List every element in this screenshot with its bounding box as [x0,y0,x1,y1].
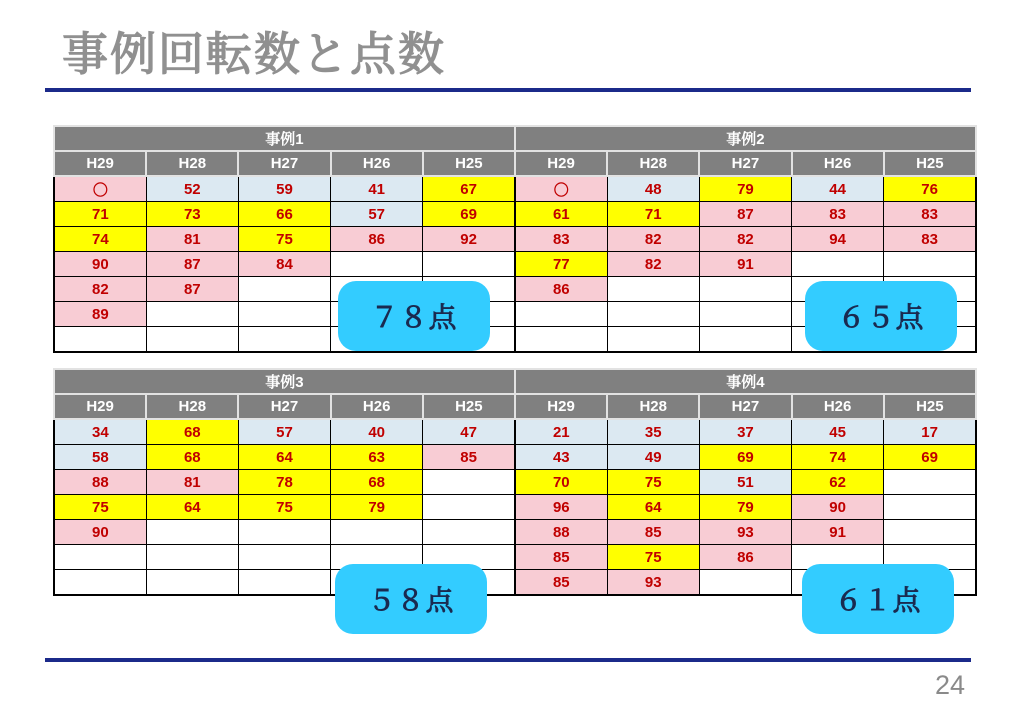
table-cell: 〇 [515,176,607,202]
table-cell: 43 [515,445,607,470]
table-cell [699,277,791,302]
table-cell: 91 [699,252,791,277]
table-cell: 57 [238,419,330,445]
table-cell: 83 [884,227,976,252]
year-column-header: H28 [607,151,699,176]
table-cell [238,545,330,570]
table-cell: 91 [792,520,884,545]
case-title: 事例4 [515,369,976,394]
table-cell: 87 [146,252,238,277]
table-cell: 21 [515,419,607,445]
table-cell: 87 [146,277,238,302]
table-cell: 71 [607,202,699,227]
table-cell [146,327,238,353]
year-column-header: H25 [884,151,976,176]
year-column-header: H26 [331,394,423,419]
table-cell: 83 [792,202,884,227]
table-cell [884,470,976,495]
year-column-header: H28 [146,151,238,176]
table-cell: 66 [238,202,330,227]
table-cell: 82 [607,252,699,277]
table-cell: 78 [238,470,330,495]
table-cell [146,302,238,327]
table-cell: 76 [884,176,976,202]
table-cell: 52 [146,176,238,202]
score-label: ６１点 [834,585,922,616]
table-cell: 〇 [54,176,146,202]
table-cell [423,252,515,277]
table-cell: 64 [238,445,330,470]
table-cell: 47 [423,419,515,445]
case-title: 事例3 [54,369,515,394]
table-cell: 79 [331,495,423,520]
table-cell: 82 [699,227,791,252]
table-cell: 74 [54,227,146,252]
table-cell [515,302,607,327]
table-cell [54,570,146,596]
table-cell: 83 [884,202,976,227]
table-cell [146,545,238,570]
table-cell: 88 [54,470,146,495]
year-column-header: H27 [699,151,791,176]
year-column-header: H28 [607,394,699,419]
table-cell: 17 [884,419,976,445]
table-cell: 82 [607,227,699,252]
table-cell: 82 [54,277,146,302]
table-cell: 41 [331,176,423,202]
table-cell: 79 [699,495,791,520]
table-cell: 67 [423,176,515,202]
table-cell [238,277,330,302]
year-column-header: H27 [699,394,791,419]
table-cell: 85 [607,520,699,545]
table-cell: 62 [792,470,884,495]
table-cell [423,495,515,520]
table-cell: 89 [54,302,146,327]
table-cell: 93 [699,520,791,545]
table-cell: 68 [331,470,423,495]
table-cell: 44 [792,176,884,202]
table-cell: 71 [54,202,146,227]
score-label: ６５点 [837,302,925,333]
table-cell [331,252,423,277]
score-label: ５８点 [367,585,455,616]
table-cell: 59 [238,176,330,202]
page-title: 事例回転数と点数 [62,28,446,80]
table-cell [331,520,423,545]
table-cell: 79 [699,176,791,202]
table-row [54,470,976,495]
year-column-header: H29 [54,151,146,176]
year-column-header: H25 [884,394,976,419]
table-cell: 69 [699,445,791,470]
table-cell [423,520,515,545]
table-cell [792,252,884,277]
year-column-header: H26 [792,151,884,176]
table-cell [607,277,699,302]
table-row [54,176,976,202]
table-cell [699,302,791,327]
table-cell: 77 [515,252,607,277]
table-cell: 81 [146,227,238,252]
score-callout-case1 [338,281,490,351]
table-cell: 92 [423,227,515,252]
year-column-header: H29 [515,151,607,176]
table-cell: 75 [238,227,330,252]
table-cell [884,252,976,277]
table-row [54,445,976,470]
table-cell: 85 [423,445,515,470]
table-cell: 86 [331,227,423,252]
table-cell [238,327,330,353]
table-cell: 45 [792,419,884,445]
table-cell: 58 [54,445,146,470]
table-cell: 64 [607,495,699,520]
table-cell: 96 [515,495,607,520]
table-cell [884,495,976,520]
year-column-header: H26 [331,151,423,176]
table-cell: 75 [607,545,699,570]
table-row [54,495,976,520]
table-cell: 81 [146,470,238,495]
table-cell [238,520,330,545]
table-cell [146,570,238,596]
table-cell: 49 [607,445,699,470]
table-cell: 68 [146,445,238,470]
table-row [54,227,976,252]
year-column-header: H27 [238,151,330,176]
table-cell [146,520,238,545]
bottom-table [53,368,977,596]
score-label: ７８点 [370,302,458,333]
table-cell: 86 [515,277,607,302]
page-number: 24 [934,670,965,700]
table-cell: 83 [515,227,607,252]
table-cell [699,570,791,596]
table-cell: 90 [792,495,884,520]
table-cell: 57 [331,202,423,227]
table-cell [423,470,515,495]
table-cell [54,327,146,353]
table-row [54,202,976,227]
table-cell: 88 [515,520,607,545]
table-cell: 93 [607,570,699,596]
table-cell: 37 [699,419,791,445]
table-cell: 34 [54,419,146,445]
table-cell [515,327,607,353]
table-cell: 94 [792,227,884,252]
table-cell: 35 [607,419,699,445]
table-cell: 73 [146,202,238,227]
table-cell: 68 [146,419,238,445]
year-column-header: H26 [792,394,884,419]
table-cell: 86 [699,545,791,570]
table-cell: 70 [515,470,607,495]
year-column-header: H27 [238,394,330,419]
table-cell: 75 [238,495,330,520]
case-title: 事例2 [515,126,976,151]
table-cell: 51 [699,470,791,495]
table-cell: 69 [884,445,976,470]
score-callout-case4 [802,564,954,634]
table-cell: 48 [607,176,699,202]
table-cell [884,520,976,545]
year-column-header: H29 [515,394,607,419]
table-cell: 75 [54,495,146,520]
table-cell: 85 [515,545,607,570]
table-cell: 63 [331,445,423,470]
table-cell: 40 [331,419,423,445]
table-cell: 75 [607,470,699,495]
table-cell: 69 [423,202,515,227]
table-cell: 90 [54,520,146,545]
table-cell: 84 [238,252,330,277]
table-cell: 90 [54,252,146,277]
table-cell [699,327,791,353]
table-row [54,252,976,277]
table-cell: 85 [515,570,607,596]
table-cell: 87 [699,202,791,227]
table-cell [54,545,146,570]
year-column-header: H28 [146,394,238,419]
table-cell: 74 [792,445,884,470]
case-title: 事例1 [54,126,515,151]
score-callout-case2 [805,281,957,351]
table-row [54,419,976,445]
year-column-header: H25 [423,151,515,176]
table-cell [607,302,699,327]
table-cell: 64 [146,495,238,520]
cases-table-bottom [53,368,977,596]
table-cell [238,302,330,327]
footer-divider [45,658,971,662]
table-cell: 61 [515,202,607,227]
year-column-header: H25 [423,394,515,419]
table-row [54,520,976,545]
year-column-header: H29 [54,394,146,419]
title-divider [45,88,971,92]
table-cell [238,570,330,596]
table-cell [607,327,699,353]
score-callout-case3 [335,564,487,634]
